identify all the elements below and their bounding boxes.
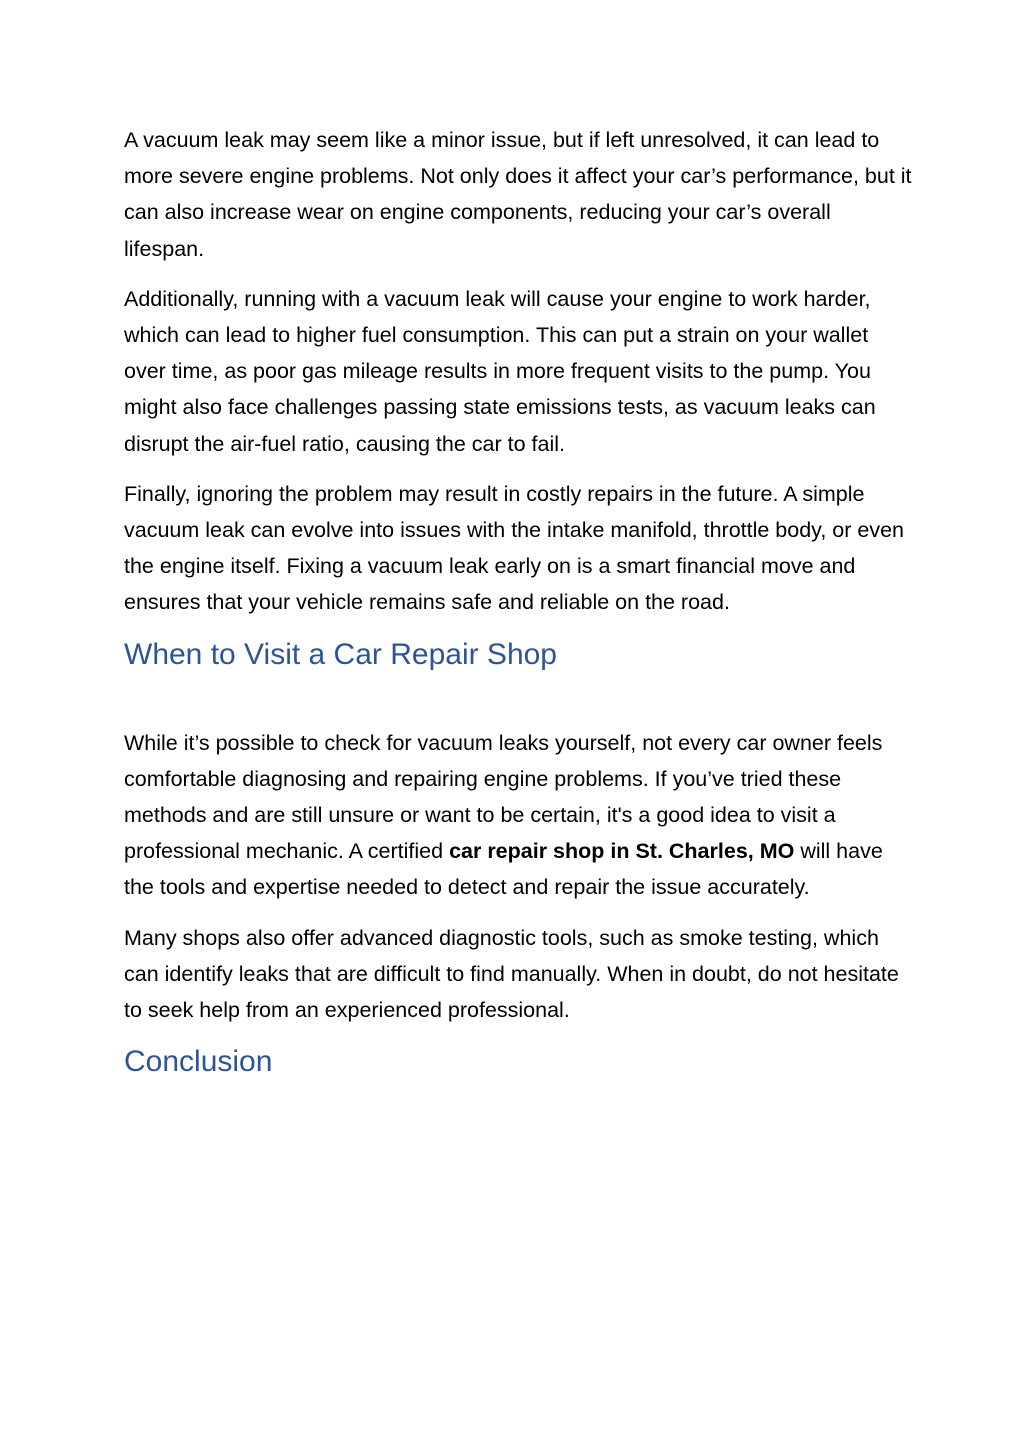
paragraph-costly-repairs: Finally, ignoring the problem may result in costly repairs in the future. A simple vacuum leak can evolve into issues with the intake manifold, throttle body, or even the engine itself. Fixing a vacuum leak early on is a smart financial move and ensures that your vehicle remains safe and reliable on the road. <box>124 481 904 615</box>
paragraph-visit-mechanic <box>124 725 914 906</box>
document-page <box>124 122 914 1082</box>
heading-when-to-visit: When to Visit a Car Repair Shop <box>124 637 557 671</box>
bold-keyword-car-repair-shop: car repair shop in St. Charles, MO <box>449 839 795 864</box>
paragraph-visit-text-before: While it’s possible to check for vacuum leaks yourself, not every car owner feels comfortable diagnosing and repairing engine problems. If you’ve tried these methods and are still unsure or want to be certain, it's a good idea to visit a professional mechanic. A certified <box>124 730 883 864</box>
paragraph-vacuum-leak-issue: A vacuum leak may seem like a minor issue, but if left unresolved, it can lead to more severe engine problems. Not only does it affect your car’s performance, but it can also increase wear on engine components, reducing your car’s overall lifespan. <box>124 128 912 261</box>
paragraph-fuel-consumption: Additionally, running with a vacuum leak will cause your engine to work harder, which can lead to higher fuel consumption. This can put a strain on your wallet over time, as poor gas mileage results in more frequent visits to the pump. You might also face challenges passing state emissions tests, as vacuum leaks can disrupt the air-fuel ratio, causing the car to fail. <box>124 286 876 456</box>
paragraph-diagnostic-tools: Many shops also offer advanced diagnostic tools, such as smoke testing, which can identify leaks that are difficult to find manually. When in doubt, do not hesitate to seek help from an experienced professional. <box>124 925 899 1023</box>
paragraph-visit-text-after: will have the tools and expertise needed to detect and repair the issue accurately. <box>124 839 883 900</box>
heading-conclusion: Conclusion <box>124 1045 273 1079</box>
